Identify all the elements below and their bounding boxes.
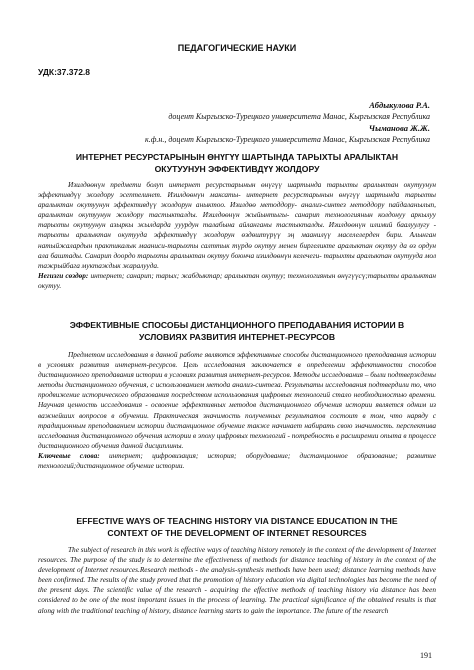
english-abstract <box>38 545 436 616</box>
kyrgyz-abstract <box>38 180 436 291</box>
kyrgyz-title-line2: ОКУТУУНУН ЭФФЕКТИВДҮҮ ЖОЛДОРУ <box>154 164 320 174</box>
author-name-1: Абдыкулова Р.А. <box>369 100 430 110</box>
russian-title-line1: ЭФФЕКТИВНЫЕ СПОСОБЫ ДИСТАНЦИОННОГО ПРЕПОДАВАНИЯ ИСТОРИИ В <box>69 320 405 330</box>
kyrgyz-abstract-text: Изилдөөнүн предмети болуп интернет ресурстарынын өнүгүү шартында тарыхты аралыктан окутуунун эффективдүү жолдору эсептелинет. Изилдөөнүн максаты- интернет ресурстарынын өнүгүү шартында тарыхты аралыктан окутуунун эффективдүү жолдорун аныктоо. Изилдөө методдору- анализ-синтез методдору пайдаланылып, аралыктан окутуунун жолдору тастыкталды. Изилдөөнүн жыйынтыгы- санарип технологиянын колдонуу аркылуу тарыхты окутуунун азыркы жылдарда ууурдун талабына айланганы тастыкталды. Изилдөөнүн илимий баалуулугу - тарыхты аралыктан окутууда эффективдүү жолдорун өздөштүрүү эң маанилүү маселелерден бири. Алынган натыйжалардын практикалык мааниси-тарыхты салттык түрдө окутуу менен биргеликте аралыктан окутуу да өз ордун ала баштады. Санарип доордо тарыхты аралыктан окутуу боюнча изилдөөнүн келечеги- тарыхты аралыктан окутууда мол тажрыйбага муктаждык жаралууда. <box>38 180 436 270</box>
kyrgyz-title-line1: ИНТЕРНЕТ РЕСУРСТАРЫНЫН ӨНҮГҮҮ ШАРТЫНДА ТАРЫХТЫ АРАЛЫКТАН <box>75 152 399 162</box>
kyrgyz-keywords-label: Негизги сөздөр: <box>38 270 89 280</box>
page-number: 191 <box>420 651 432 660</box>
russian-abstract-text: Предметом исследования в данной работе являются эффективные способы дистанционного преподавания истории в условиях развития интернет-ресурсов. Цель исследования заключается в определении эффективности способов дистанционного преподавания истории в условиях развития интернет-ресурсов. Методы исследования – были подтверждены методы дистанционного обучения, с использованием метода анализ-синтеза. Результаты исследования подтвердили то, что продвижение исторического образования посредством использования цифровых технологий стало необходимостью времени. Научная ценность исследования - освоение эффективных методов дистанционного обучения истории является одним из важнейших вопросов в обучении. Практическая значимость полученных результатов состоит в том, что наряду с традиционным преподаванием истории дистанционное обучение также начинает набирать свою значимость. перспектива исследования дистанционного обучения истории в эпоху цифровых технологий - потребность в расширении опыта в процессе дистанционного обучения данной дисциплины. <box>38 350 436 450</box>
section-heading: ПЕДАГОГИЧЕСКИЕ НАУКИ <box>177 43 297 53</box>
author-affiliation-1: доцент Кыргызско-Турецкого университета Манас, Кыргызская Республика <box>168 112 430 121</box>
english-title-line2: CONTEXT OF THE DEVELOPMENT OF INTERNET RESOURCES <box>107 528 367 538</box>
author-affiliation-2: к.ф.н., доцент Кыргызско-Турецкого университета Манас, Кыргызская Республика <box>144 135 430 144</box>
author-name-2: Чыманова Ж.Ж. <box>368 123 430 133</box>
russian-keywords: интернет; цифровизация; история; оборудование; дистанционное образование; развитие технологий;дистанционное обучение истории. <box>38 450 437 471</box>
russian-abstract <box>38 350 436 471</box>
russian-keywords-label: Ключевые слова: <box>38 450 100 460</box>
udk-code: УДК:37.372.8 <box>38 67 91 77</box>
english-abstract-text: The subject of research in this work is effective ways of teaching history remotely in the context of the development of Internet resources. The purpose of the study is to determine the effectiveness of methods for distance teaching of history in the context of the development of Internet resources.Research methods - the analysis-synthesis methods have been used; distance learning methods have been confirmed. The results of the study proved that the promotion of history education via digital technologies has become the need of the present days. The scientific value of the research - acquiring the effective methods of teaching history via distance has been considered to be one of the most important issues in the process of learning. The practical significance of the obtained results is that along with the traditional teaching of history, distance learning starts to gain the importance. The future of the research <box>38 545 436 615</box>
kyrgyz-keywords: интернет; санарип; тарых; жабдыктар; аралыктан окутуу; технологиянын өнүгүүсү;тарыхты аралыктан окутуу. <box>38 270 437 290</box>
english-title-line1: EFFECTIVE WAYS OF TEACHING HISTORY VIA DISTANCE EDUCATION IN THE <box>76 516 398 526</box>
russian-title-line2: УСЛОВИЯХ РАЗВИТИЯ ИНТЕРНЕТ-РЕСУРСОВ <box>138 332 336 342</box>
